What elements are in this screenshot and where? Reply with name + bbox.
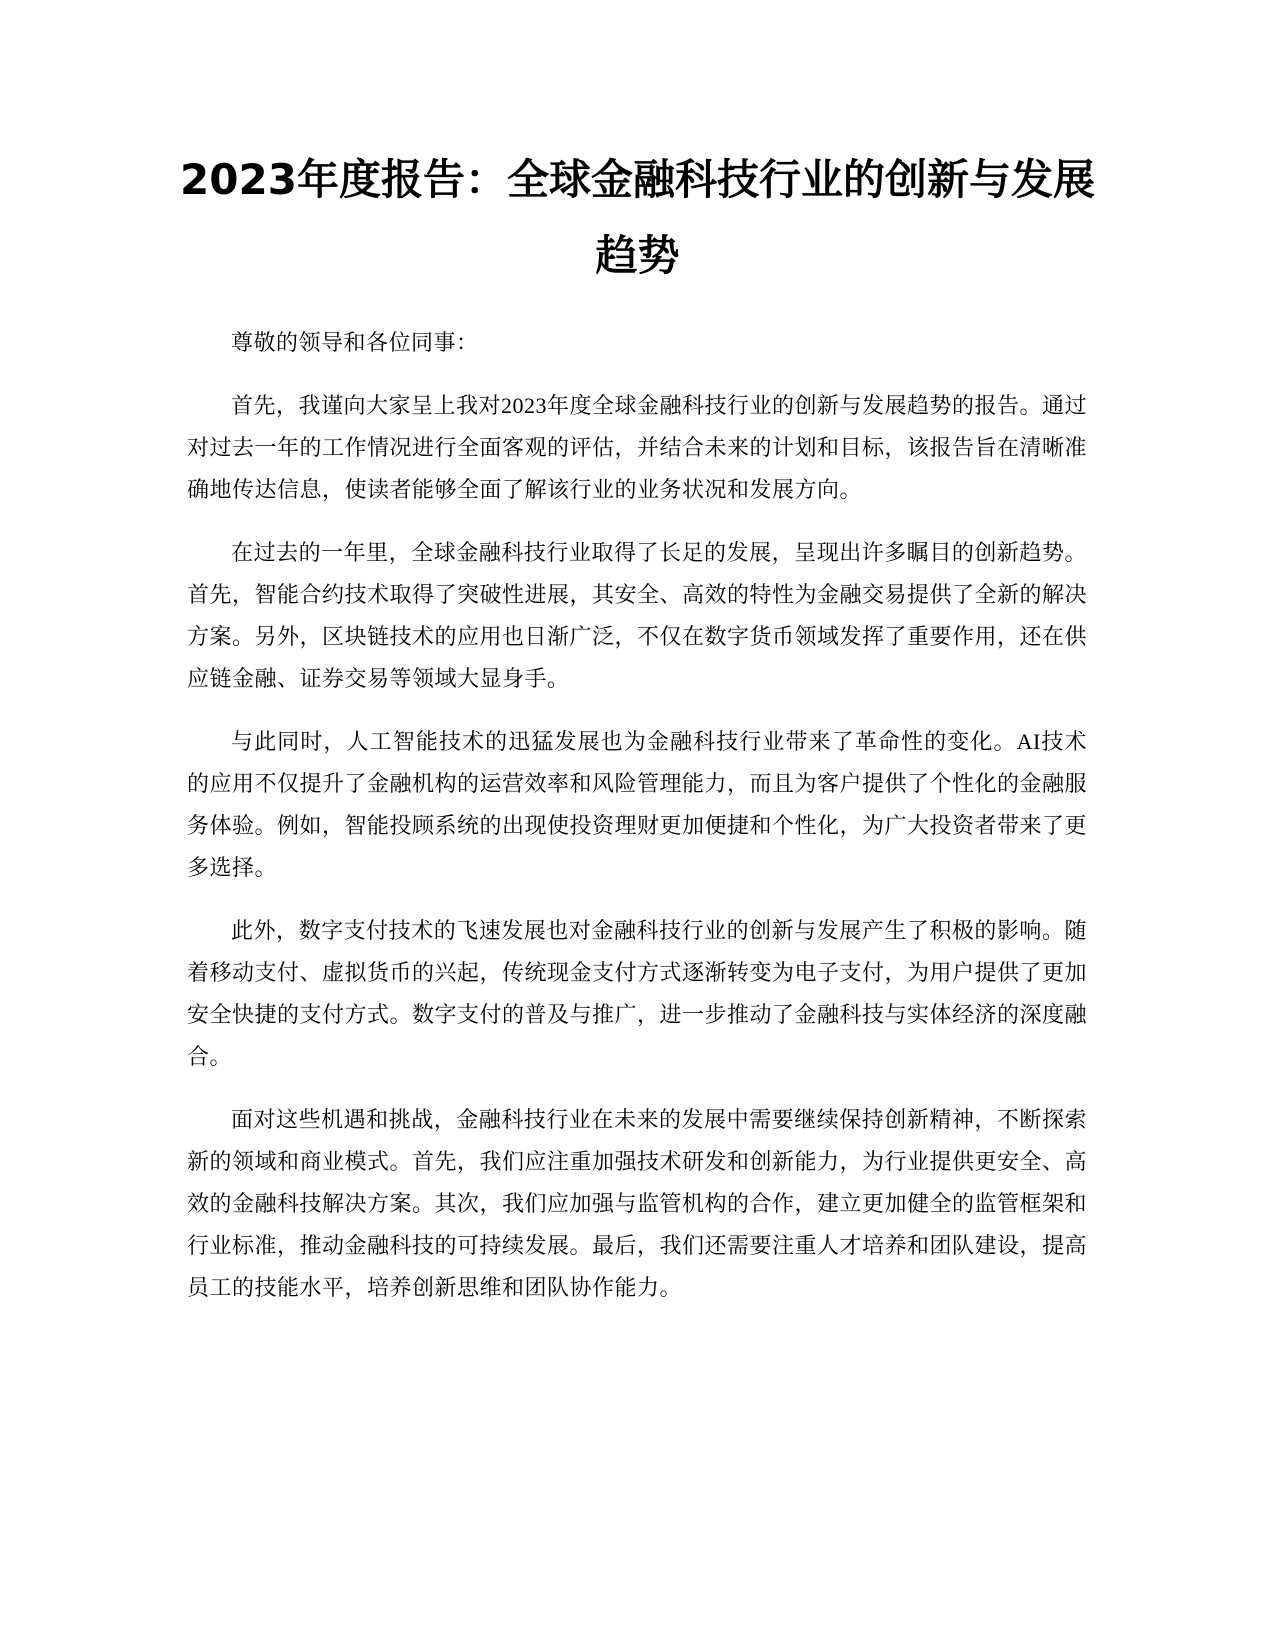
document-title: 2023年度报告：全球金融科技行业的创新与发展趋势: [180, 155, 1095, 280]
document-body: [187, 322, 1087, 1330]
paragraph-digital-payment: 此外，数字支付技术的飞速发展也对金融科技行业的创新与发展产生了积极的影响。随着移动支付、虚拟货币的兴起，传统现金支付方式逐渐转变为电子支付，为用户提供了更加安全快捷的支付方式。数字支付的普及与推广，进一步推动了金融科技与实体经济的深度融合。: [187, 918, 1088, 1069]
paragraph-innovation-trends: 在过去的一年里，全球金融科技行业取得了长足的发展，呈现出许多瞩目的创新趋势。首先，智能合约技术取得了突破性进展，其安全、高效的特性为金融交易提供了全新的解决方案。另外，区块链技术的应用也日渐广泛，不仅在数字货币领域发挥了重要作用，还在供应链金融、证券交易等领域大显身手。: [187, 540, 1088, 691]
greeting: 尊敬的领导和各位同事：: [231, 330, 479, 355]
paragraph-outlook: 面对这些机遇和挑战，金融科技行业在未来的发展中需要继续保持创新精神，不断探索新的领域和商业模式。首先，我们应注重加强技术研发和创新能力，为行业提供更安全、高效的金融科技解决方案。其次，我们应加强与监管机构的合作，建立更加健全的监管框架和行业标准，推动金融科技的可持续发展。最后，我们还需要注重人才培养和团队建设，提高员工的技能水平，培养创新思维和团队协作能力。: [187, 1107, 1088, 1300]
paragraph-ai: 与此同时，人工智能技术的迅猛发展也为金融科技行业带来了革命性的变化。AI技术的应用不仅提升了金融机构的运营效率和风险管理能力，而且为客户提供了个性化的金融服务体验。例如，智能投顾系统的出现使投资理财更加便捷和个性化，为广大投资者带来了更多选择。: [187, 729, 1088, 880]
paragraph-intro: 首先，我谨向大家呈上我对2023年度全球金融科技行业的创新与发展趋势的报告。通过对过去一年的工作情况进行全面客观的评估，并结合未来的计划和目标，该报告旨在清晰准确地传达信息，使读者能够全面了解该行业的业务状况和发展方向。: [187, 393, 1088, 502]
